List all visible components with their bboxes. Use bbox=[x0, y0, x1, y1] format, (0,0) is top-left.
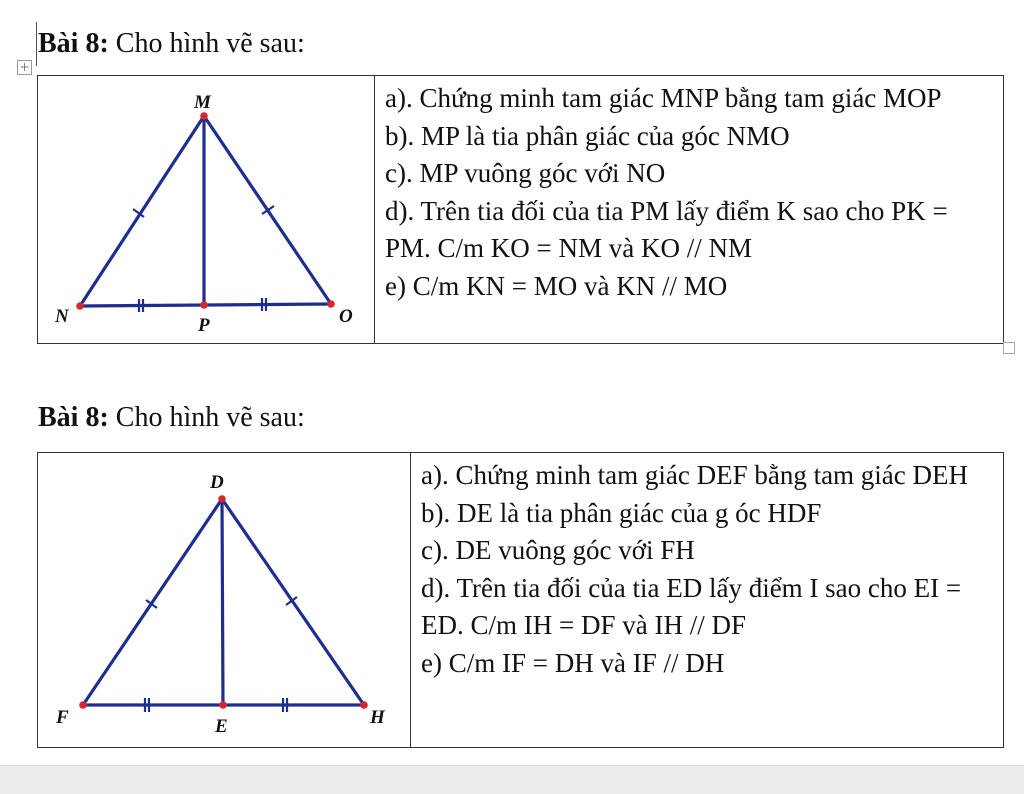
exercise-2-heading-bold: Bài 8: bbox=[38, 402, 109, 433]
exercise-1-heading-text: Cho hình vẽ sau: bbox=[108, 28, 305, 59]
segment-DE bbox=[222, 499, 223, 705]
point-H bbox=[360, 701, 368, 709]
exercise-1-table bbox=[37, 75, 1004, 344]
label-D: D bbox=[210, 472, 224, 493]
label-P: P bbox=[198, 315, 210, 336]
point-E bbox=[219, 701, 227, 709]
label-F: F bbox=[56, 707, 69, 728]
point-O bbox=[327, 300, 335, 308]
question-1b: b). MP là tia phân giác của góc NMO bbox=[385, 120, 790, 151]
exercise-2-table bbox=[37, 452, 1004, 748]
exercise-2-questions bbox=[411, 453, 1003, 747]
label-O: O bbox=[339, 306, 353, 327]
question-2b: b). DE là tia phân giác của g óc HDF bbox=[421, 497, 822, 528]
segment-DF bbox=[83, 499, 222, 705]
point-M bbox=[200, 112, 208, 120]
exercise-1-heading bbox=[38, 28, 305, 60]
exercise-2-heading-text: Cho hình vẽ sau: bbox=[108, 402, 305, 433]
point-P bbox=[200, 301, 208, 309]
page-bottom-bar bbox=[0, 765, 1024, 794]
page-margin-marker bbox=[36, 22, 37, 66]
exercise-1-figure bbox=[38, 76, 375, 345]
question-2a: a). Chứng minh tam giác DEF bằng tam giác DEH bbox=[421, 460, 969, 490]
question-1c: c). MP vuông góc với NO bbox=[385, 158, 666, 188]
exercise-2-figure bbox=[38, 453, 411, 749]
point-F bbox=[79, 701, 87, 709]
point-D bbox=[218, 495, 226, 503]
label-E: E bbox=[215, 716, 228, 737]
question-2d: d). Trên tia đối của tia ED lấy điểm I sao cho EI = ED. C/m IH = DF và IH // DF bbox=[421, 572, 962, 640]
table-move-handle[interactable]: + bbox=[17, 60, 32, 75]
exercise-1-heading-bold: Bài 8: bbox=[38, 28, 109, 59]
label-M: M bbox=[194, 92, 211, 113]
question-2e: e) C/m IF = DH và IF // DH bbox=[421, 647, 725, 678]
question-1a: a). Chứng minh tam giác MNP bằng tam giác MOP bbox=[385, 83, 942, 113]
question-2c: c). DE vuông góc với FH bbox=[421, 535, 695, 565]
segment-MN bbox=[80, 116, 204, 306]
exercise-2-figure-cell bbox=[38, 453, 411, 747]
exercise-2-heading bbox=[38, 402, 305, 434]
exercise-1-questions bbox=[375, 76, 1003, 343]
point-N bbox=[76, 302, 84, 310]
question-1d: d). Trên tia đối của tia PM lấy điểm K sao cho PK = PM. C/m KO = NM và KO // NM bbox=[385, 195, 948, 263]
exercise-1-figure-cell bbox=[38, 76, 375, 343]
segment-DH bbox=[222, 499, 364, 705]
label-N: N bbox=[55, 306, 69, 327]
table-resize-handle[interactable] bbox=[1003, 342, 1015, 354]
label-H: H bbox=[370, 707, 385, 728]
question-1e: e) C/m KN = MO và KN // MO bbox=[385, 270, 728, 301]
